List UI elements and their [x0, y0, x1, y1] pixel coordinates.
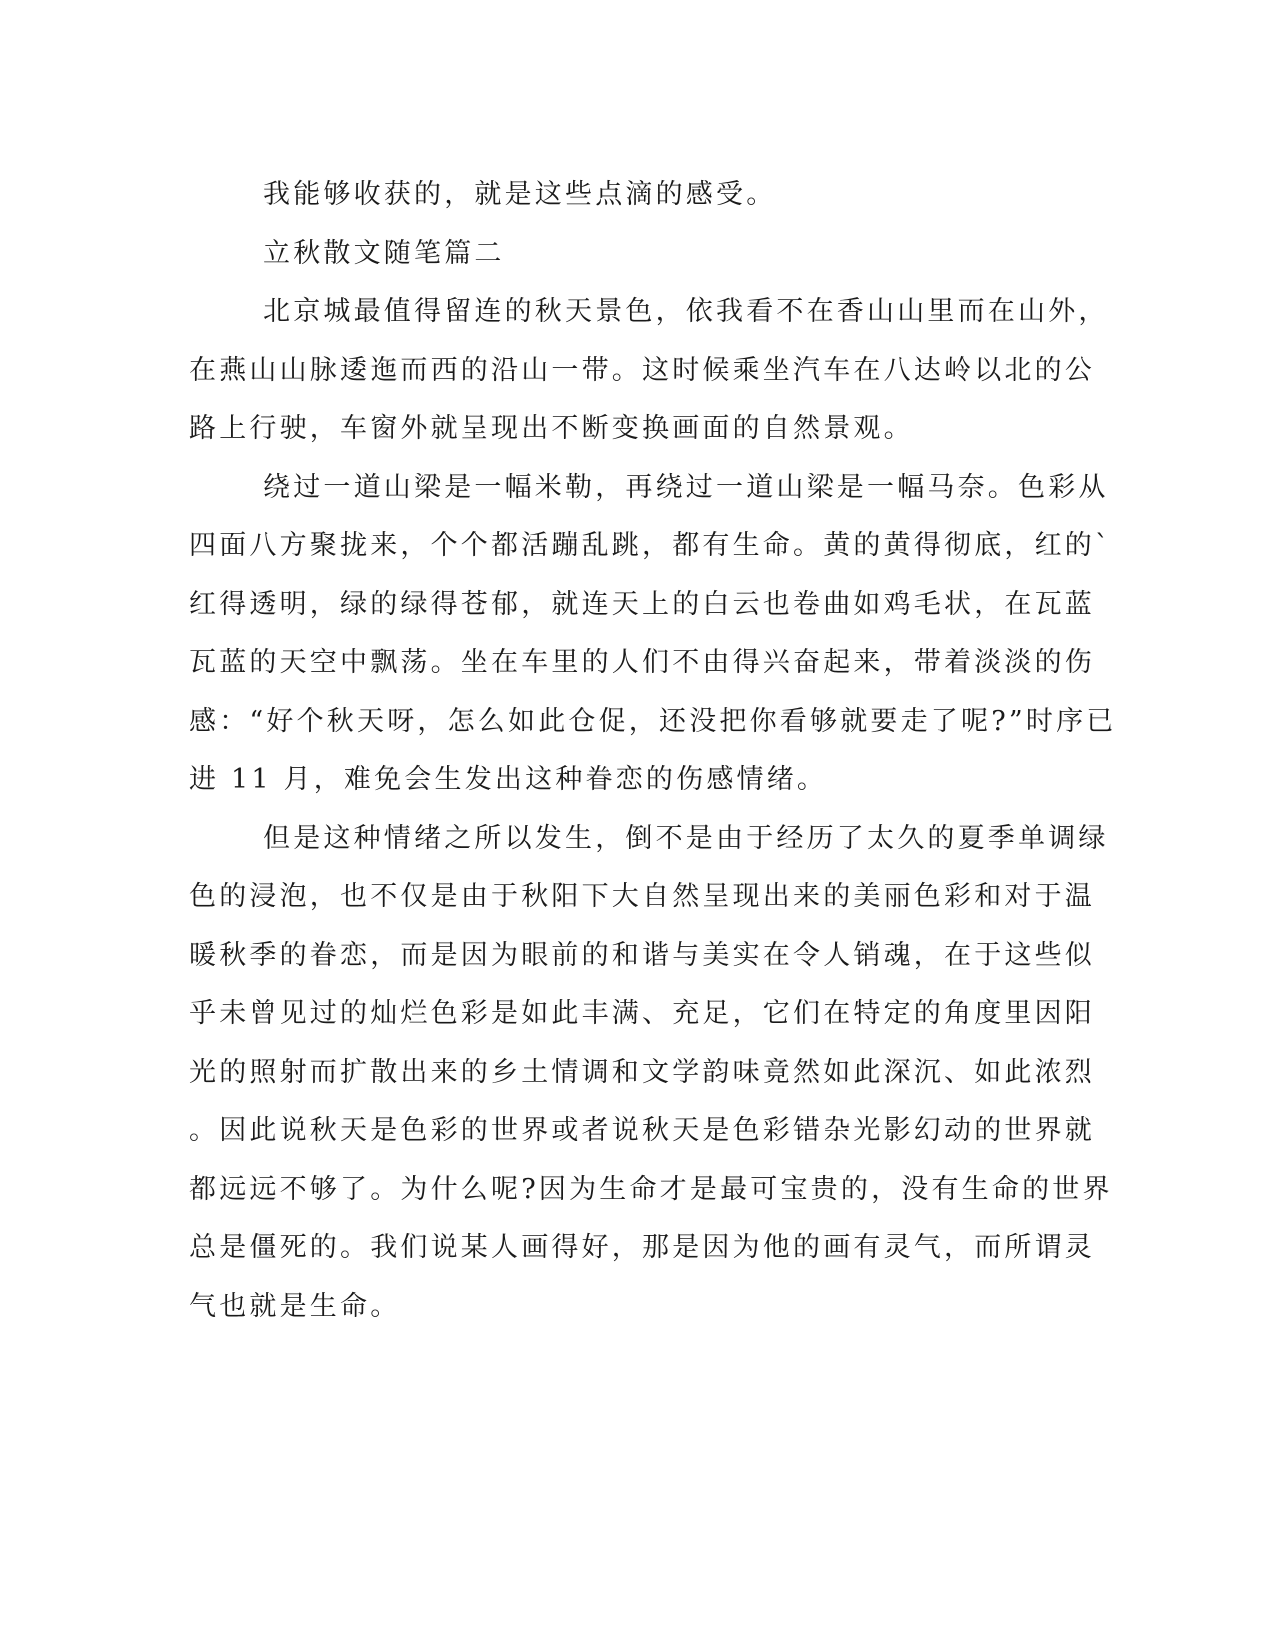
text-line: 北京城最值得留连的秋天景色，依我看不在香山山里而在山外， [263, 296, 1109, 327]
text-line: 四面八方聚拢来，个个都活蹦乱跳，都有生命。黄的黄得彻底，红的` [189, 530, 1112, 561]
text-line: 光的照射而扩散出来的乡土情调和文学韵味竟然如此深沉、如此浓烈 [189, 1056, 1095, 1088]
text-line: 。因此说秋天是色彩的世界或者说秋天是色彩错杂光影幻动的世界就 [189, 1115, 1095, 1146]
text-line: 绕过一道山梁是一幅米勒，再绕过一道山梁是一幅马奈。色彩从 [263, 471, 1109, 503]
document-body [189, 166, 1117, 1336]
text-line: 进 11 月，难免会生发出这种眷恋的伤感情绪。 [189, 764, 828, 795]
text-line: 感：“好个秋天呀，怎么如此仓促，还没把你看够就要走了呢?”时序已 [189, 705, 1117, 737]
text-line: 乎未曾见过的灿烂色彩是如此丰满、充足，它们在特定的角度里因阳 [189, 998, 1095, 1029]
text-line: 但是这种情绪之所以发生，倒不是由于经历了太久的夏季单调绿 [263, 822, 1109, 854]
text-line: 红得透明，绿的绿得苍郁，就连天上的白云也卷曲如鸡毛状，在瓦蓝 [189, 588, 1095, 620]
section-heading: 立秋散文随笔篇二 [263, 237, 505, 269]
text-line: 瓦蓝的天空中飘荡。坐在车里的人们不由得兴奋起来，带着淡淡的伤 [189, 647, 1095, 678]
text-line: 暖秋季的眷恋，而是因为眼前的和谐与美实在令人销魂，在于这些似 [189, 939, 1095, 971]
text-line: 在燕山山脉逶迤而西的沿山一带。这时候乘坐汽车在八达岭以北的公 [189, 354, 1095, 386]
text-line: 色的浸泡，也不仅是由于秋阳下大自然呈现出来的美丽色彩和对于温 [189, 881, 1095, 912]
text-line: 总是僵死的。我们说某人画得好，那是因为他的画有灵气，而所谓灵 [189, 1232, 1095, 1263]
text-line: 气也就是生命。 [189, 1290, 401, 1322]
text-line: 都远远不够了。为什么呢?因为生命才是最可宝贵的，没有生命的世界 [189, 1173, 1113, 1205]
text-line: 我能够收获的，就是这些点滴的感受。 [263, 179, 777, 210]
text-line: 路上行驶，车窗外就呈现出不断变换画面的自然景观。 [189, 413, 914, 444]
